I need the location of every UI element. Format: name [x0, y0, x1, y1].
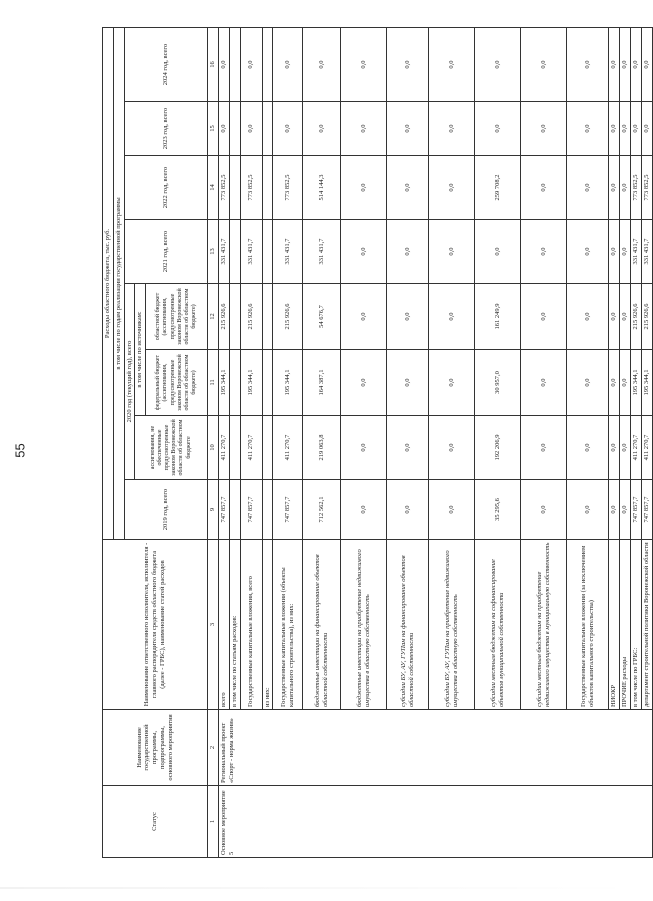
col-num: 16	[208, 28, 219, 102]
row-value: 773 852,5	[641, 156, 652, 220]
row-value: 747 857,7	[273, 480, 303, 540]
row-value: 0,0	[341, 156, 387, 220]
row-value: 0,0	[620, 220, 631, 284]
row-value: 54 676,7	[303, 284, 341, 350]
header-budget-title: Расходы областного бюджета, тыс. руб.	[103, 28, 114, 540]
row-value	[229, 28, 240, 102]
row-value	[262, 350, 273, 416]
row-value	[229, 102, 240, 156]
event-name: Региональный проект «Спорт - норма жизни»	[218, 710, 652, 786]
row-value: 0,0	[521, 102, 567, 156]
row-value: 773 852,5	[630, 156, 641, 220]
row-value: 0,0	[609, 480, 620, 540]
row-value: 331 431,7	[273, 220, 303, 284]
page-number-text: 55	[12, 443, 28, 458]
row-value: 331 431,7	[218, 220, 229, 284]
row-value: 0,0	[620, 480, 631, 540]
row-value: 0,0	[387, 416, 429, 480]
row-value: 0,0	[429, 350, 475, 416]
row-value: 219 063,8	[303, 416, 341, 480]
row-value: 0,0	[620, 156, 631, 220]
row-value: 0,0	[641, 28, 652, 102]
header-status: Статус	[103, 786, 208, 858]
row-value: 0,0	[341, 102, 387, 156]
header-program-name: Наименование государственной программы, подпрограммы, основного мероприятия	[103, 710, 208, 786]
col-num: 12	[208, 284, 219, 350]
row-value: 0,0	[641, 102, 652, 156]
row-value: 0,0	[429, 102, 475, 156]
header-executor-name: Наименование ответственного исполнителя, исполнителя - главного распорядителя средств областного бюджета (далее - ГРБС), наименование статей расходов	[103, 540, 208, 710]
row-value: 0,0	[429, 156, 475, 220]
row-value: 0,0	[341, 416, 387, 480]
row-value: 0,0	[218, 28, 229, 102]
row-value: 0,0	[387, 156, 429, 220]
row-value: 0,0	[341, 284, 387, 350]
row-value: 192 206,9	[475, 416, 521, 480]
row-value: 215 926,6	[641, 284, 652, 350]
header-by-years: в том числе по годам реализации государственной программы	[113, 28, 124, 540]
row-value: 0,0	[429, 284, 475, 350]
row-value: 0,0	[609, 102, 620, 156]
row-value: 0,0	[429, 220, 475, 284]
row-value	[229, 416, 240, 480]
row-value: 0,0	[521, 220, 567, 284]
row-value	[262, 28, 273, 102]
row-value: 35 295,6	[475, 480, 521, 540]
row-value	[262, 284, 273, 350]
row-value: 0,0	[387, 102, 429, 156]
row-value: 0,0	[387, 28, 429, 102]
row-value: 0,0	[475, 220, 521, 284]
row-label: из них:	[262, 540, 273, 710]
row-label: в том числе по ГРБС:	[630, 540, 641, 710]
rotated-budget-table	[102, 28, 650, 858]
row-value: 195 344,1	[218, 350, 229, 416]
header-year-2021: 2021 год, всего	[124, 220, 208, 284]
row-value: 0,0	[475, 102, 521, 156]
row-value: 0,0	[521, 28, 567, 102]
row-value: 195 344,1	[630, 350, 641, 416]
row-value: 411 270,7	[641, 416, 652, 480]
scan-edge	[0, 887, 640, 889]
row-value: 712 562,1	[303, 480, 341, 540]
row-value: 0,0	[567, 350, 609, 416]
row-value: 0,0	[567, 284, 609, 350]
row-value: 0,0	[609, 156, 620, 220]
column-number-row	[208, 28, 219, 858]
col-num: 10	[208, 416, 219, 480]
row-value: 0,0	[218, 102, 229, 156]
row-value: 161 249,9	[475, 284, 521, 350]
row-label: НИОКР	[609, 540, 620, 710]
row-label: ПРОЧИЕ расходы	[620, 540, 631, 710]
row-value: 0,0	[521, 480, 567, 540]
row-value: 0,0	[341, 480, 387, 540]
row-value: 0,0	[303, 28, 341, 102]
header-year-2024: 2024 год, всего	[124, 28, 208, 102]
col-num: 11	[208, 350, 219, 416]
row-value: 0,0	[273, 28, 303, 102]
header-src-federal: федеральный бюджет (ассигнования, предусмотренные законом Воронежской области об областном бюджете)	[146, 350, 208, 416]
header-year-2019: 2019 год, всего	[124, 480, 208, 540]
row-value: 0,0	[240, 28, 262, 102]
row-label: бюджетные инвестиции на приобретение недвижимого имущества в областную собственность	[341, 540, 387, 710]
row-value	[262, 416, 273, 480]
row-value: 0,0	[429, 28, 475, 102]
row-label: субсидии БУ, АУ, ГУПам на финансирование объектов областной собственности	[387, 540, 429, 710]
row-value: 215 926,6	[240, 284, 262, 350]
col-num: 2	[208, 710, 219, 786]
row-label: Государственные капитальные вложения (объекты капитального строительства), из них:	[273, 540, 303, 710]
row-value: 0,0	[429, 416, 475, 480]
row-value	[262, 102, 273, 156]
row-label: департамент строительной политики Воронежской области	[641, 540, 652, 710]
row-value: 747 857,7	[641, 480, 652, 540]
col-num: 15	[208, 102, 219, 156]
row-value: 195 344,1	[240, 350, 262, 416]
row-value: 0,0	[567, 102, 609, 156]
row-value: 0,0	[341, 28, 387, 102]
row-value	[229, 284, 240, 350]
row-value: 411 270,7	[240, 416, 262, 480]
row-value: 0,0	[567, 220, 609, 284]
row-value: 215 926,6	[630, 284, 641, 350]
row-value: 411 270,7	[273, 416, 303, 480]
row-value: 30 957,0	[475, 350, 521, 416]
row-value: 0,0	[620, 28, 631, 102]
row-label: всего	[218, 540, 229, 710]
row-value: 331 431,7	[240, 220, 262, 284]
row-value: 0,0	[521, 350, 567, 416]
header-sources-label: в том числе по источникам:	[135, 284, 146, 416]
row-value: 0,0	[341, 220, 387, 284]
row-value: 215 926,6	[218, 284, 229, 350]
row-value: 0,0	[521, 284, 567, 350]
row-value: 747 857,7	[240, 480, 262, 540]
row-value: 0,0	[609, 28, 620, 102]
row-value	[229, 220, 240, 284]
header-year-2022: 2022 год, всего	[124, 156, 208, 220]
row-value: 0,0	[630, 102, 641, 156]
row-label: субсидии местным бюджетам на приобретение недвижимого имущества в муниципальную собственность	[521, 540, 567, 710]
header-src-regional: областной бюджет (ассигнования, предусмотренные законом Воронежской области об областном бюджете)	[146, 284, 208, 350]
row-value: 773 852,5	[218, 156, 229, 220]
row-value	[229, 350, 240, 416]
col-num: 13	[208, 220, 219, 284]
row-value: 259 708,2	[475, 156, 521, 220]
row-value	[262, 480, 273, 540]
row-value: 331 431,7	[303, 220, 341, 284]
col-num: 9	[208, 480, 219, 540]
row-value: 0,0	[387, 284, 429, 350]
row-value: 0,0	[609, 284, 620, 350]
row-label: бюджетные инвестиции на финансирование объектов областной собственности	[303, 540, 341, 710]
row-value	[229, 156, 240, 220]
row-value: 0,0	[620, 284, 631, 350]
row-value: 0,0	[609, 416, 620, 480]
row-value: 0,0	[341, 350, 387, 416]
row-value: 773 852,5	[240, 156, 262, 220]
row-value: 195 344,1	[641, 350, 652, 416]
row-value: 0,0	[521, 416, 567, 480]
row-value: 0,0	[567, 28, 609, 102]
row-value: 0,0	[630, 28, 641, 102]
row-value: 0,0	[620, 102, 631, 156]
row-value: 0,0	[567, 480, 609, 540]
page-number	[0, 0, 40, 901]
row-value: 0,0	[387, 220, 429, 284]
col-num: 14	[208, 156, 219, 220]
row-value: 331 431,7	[630, 220, 641, 284]
row-value: 0,0	[609, 350, 620, 416]
row-label: Государственные капитальные вложения (за исключением объектов капитального строительства)	[567, 540, 609, 710]
header-src-own: ассигнования, не обеспеченные предусмотренные законом Воронежской области об областном бюджете	[135, 416, 208, 480]
row-value: 0,0	[620, 350, 631, 416]
row-value: 411 270,7	[630, 416, 641, 480]
row-value: 0,0	[429, 480, 475, 540]
row-label: субсидии местным бюджетам на софинансирование объектов муниципальной собственности	[475, 540, 521, 710]
row-value: 164 387,1	[303, 350, 341, 416]
row-value	[262, 156, 273, 220]
row-value: 0,0	[475, 28, 521, 102]
header-year-2023: 2023 год, всего	[124, 102, 208, 156]
row-value: 215 926,6	[273, 284, 303, 350]
row-value: 331 431,7	[641, 220, 652, 284]
row-value: 0,0	[521, 156, 567, 220]
row-value: 0,0	[567, 156, 609, 220]
row-value: 195 344,1	[273, 350, 303, 416]
row-value: 0,0	[387, 350, 429, 416]
row-value	[262, 220, 273, 284]
row-value: 747 857,7	[218, 480, 229, 540]
row-value: 0,0	[620, 416, 631, 480]
header-year-2020: 2020 год (текущий год), всего	[124, 284, 135, 480]
col-num: 1	[208, 786, 219, 858]
row-value: 0,0	[273, 102, 303, 156]
budget-table	[102, 27, 653, 858]
row-value: 773 852,5	[273, 156, 303, 220]
row-value: 0,0	[240, 102, 262, 156]
row-label: в том числе по статьям расходов:	[229, 540, 240, 710]
table-row	[218, 28, 229, 858]
row-label: субсидии БУ, АУ, ГУПам на приобретение недвижимого имущества в областную собственность	[429, 540, 475, 710]
event-status: Основное мероприятие 5	[218, 786, 652, 858]
row-value: 0,0	[387, 480, 429, 540]
row-value	[229, 480, 240, 540]
row-value: 0,0	[303, 102, 341, 156]
row-value: 411 270,7	[218, 416, 229, 480]
row-value: 0,0	[609, 220, 620, 284]
col-num: 3	[208, 540, 219, 710]
row-value: 747 857,7	[630, 480, 641, 540]
row-value: 0,0	[567, 416, 609, 480]
row-label: Государственные капитальные вложения, всего	[240, 540, 262, 710]
row-value: 514 144,3	[303, 156, 341, 220]
